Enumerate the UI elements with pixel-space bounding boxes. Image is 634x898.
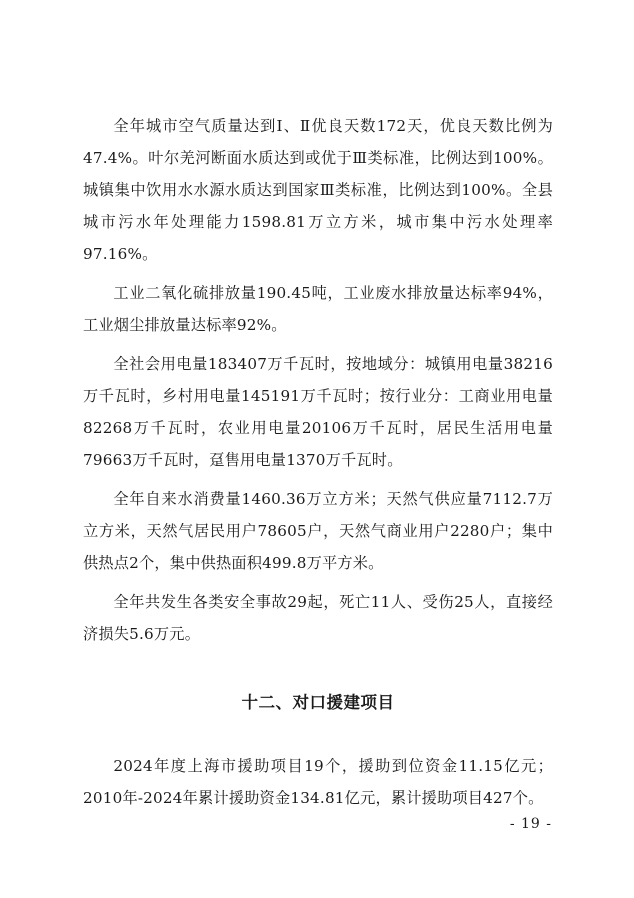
paragraph-aid-projects: 2024年度上海市援助项目19个，援助到位资金11.15亿元；2010年-2024年累计援助资金134.81亿元，累计援助项目427个。 — [83, 757, 553, 807]
paragraph-water-gas-heating: 全年自来水消费量1460.36万立方米；天然气供应量7112.7万立方米，天然气居民用户78605户，天然气商业用户2280户；集中供热点2个，集中供热面积499.8万平方米。 — [83, 490, 553, 572]
paragraph-electricity: 全社会用电量183407万千瓦时，按地域分：城镇用电量38216万千瓦时，乡村用电量145191万千瓦时；按行业分：工商业用电量82268万千瓦时，农业用电量20106万千瓦时，居民生活用电量79663万千瓦时，趸售用电量1370万千瓦时。 — [83, 355, 553, 469]
paragraph-industrial-emissions: 工业二氧化硫排放量190.45吨，工业废水排放量达标率94%，工业烟尘排放量达标率92%。 — [83, 284, 553, 334]
section-title: 十二、对口援建项目 — [241, 693, 395, 712]
page-content — [83, 110, 553, 814]
section-body — [83, 750, 553, 814]
page-number: - 19 - — [509, 816, 552, 832]
paragraph-safety-accidents: 全年共发生各类安全事故29起，死亡11人、受伤25人，直接经济损失5.6万元。 — [83, 593, 553, 643]
paragraph-environment: 全年城市空气质量达到Ⅰ、Ⅱ优良天数172天，优良天数比例为47.4%。叶尔羌河断面水质达到或优于Ⅲ类标准，比例达到100%。城镇集中饮用水水源水质达到国家Ⅲ类标准，比例达到100%。全县城市污水年处理能力1598.81万立方米，城市集中污水处理率97.16%。 — [83, 117, 553, 263]
